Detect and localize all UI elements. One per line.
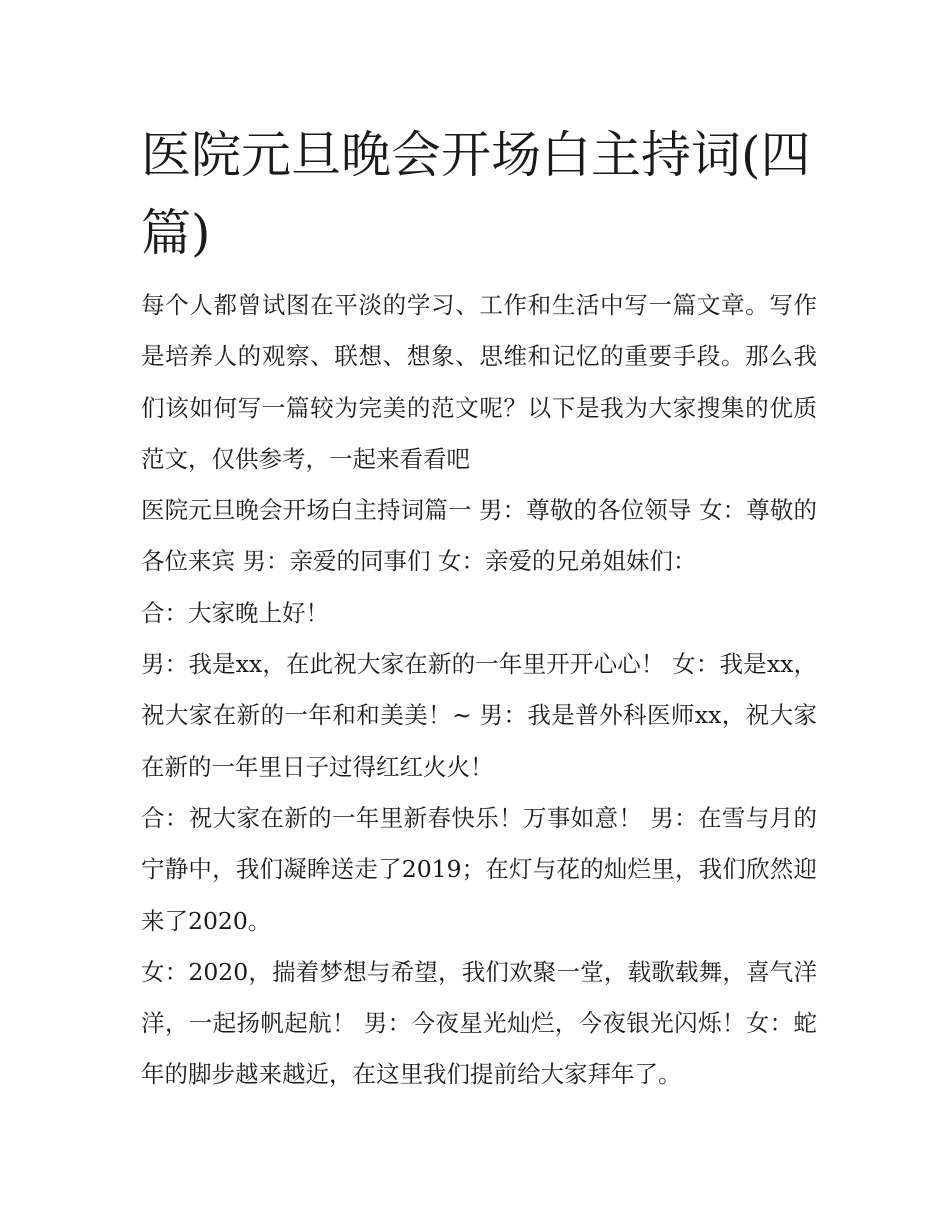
paragraph-intro: 每个人都曾试图在平淡的学习、工作和生活中写一篇文章。写作是培养人的观察、联想、想象、思维和记忆的重要手段。那么我们该如何写一篇较为完美的范文呢？以下是我为大家搜集的优质范文，仅供参考，一起来看看吧	[141, 291, 817, 473]
paragraph-greeting: 医院元旦晚会开场白主持词篇一 男：尊敬的各位领导 女：尊敬的各位来宾 男：亲爱的同事们 女：亲爱的兄弟姐妹们：	[141, 496, 817, 576]
paragraph-female-host: 女：2020，揣着梦想与希望，我们欢聚一堂，载歌载舞，喜气洋洋，一起扬帆起航！ 男：今夜星光灿烂，今夜银光闪烁！女：蛇年的脚步越来越近，在这里我们提前给大家拜年了。	[141, 957, 817, 1089]
document-title: 医院元旦晚会开场白主持词(四篇)	[141, 126, 811, 262]
paragraph-together-2: 合：祝大家在新的一年里新春快乐！万事如意！ 男：在雪与月的宁静中，我们凝眸送走了2019；在灯与花的灿烂里，我们欣然迎来了2020。	[141, 803, 817, 935]
paragraph-together-1: 合：大家晚上好！	[141, 598, 329, 627]
paragraph-introductions: 男：我是xx，在此祝大家在新的一年里开开心心！ 女：我是xx，祝大家在新的一年和和美美！~ 男：我是普外科医师xx，祝大家在新的一年里日子过得红红火火！	[141, 650, 817, 781]
document-body	[141, 280, 817, 1101]
